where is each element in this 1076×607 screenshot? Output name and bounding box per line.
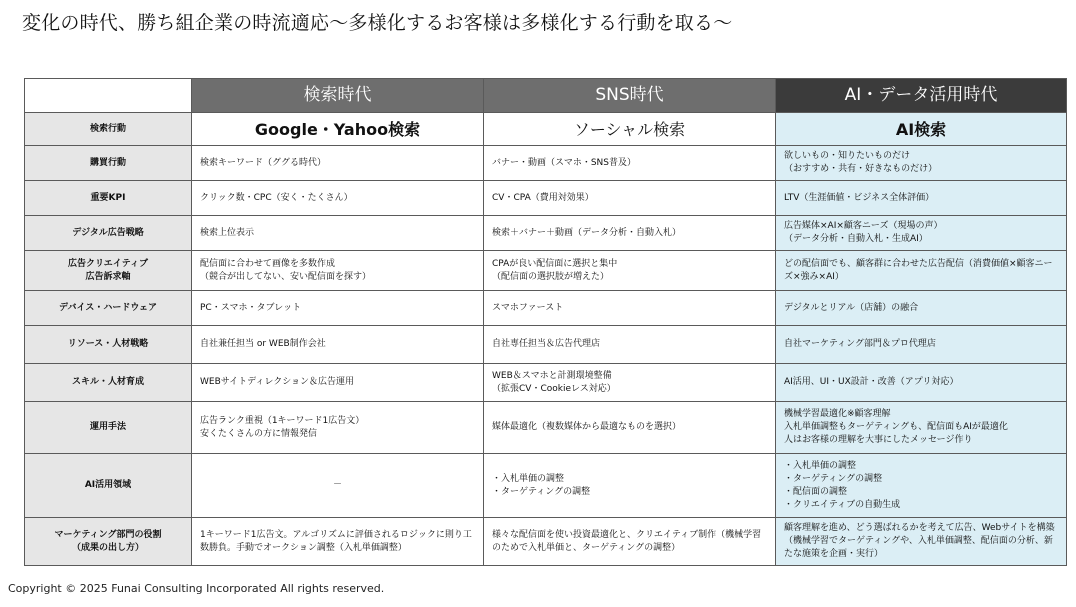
header-row — [25, 79, 1067, 113]
cell-ai-era: AI検索 — [776, 113, 1067, 146]
table-row — [25, 216, 1067, 251]
cell-search-era: 1キーワード1広告文。アルゴリズムに評価されるロジックに則り工数勝負。手動でオークション調整（入札単価調整） — [192, 518, 484, 566]
cell-ai-era: AI活用、UI・UX設計・改善（アプリ対応） — [776, 364, 1067, 402]
page-title: 変化の時代、勝ち組企業の時流適応～多様化するお客様は多様化する行動を取る～ — [22, 12, 733, 34]
cell-sns-era: ソーシャル検索 — [484, 113, 776, 146]
row-label: デバイス・ハードウェア — [25, 291, 192, 326]
cell-sns-era: WEB＆スマホと計測環境整備 （拡張CV・Cookieレス対応） — [484, 364, 776, 402]
cell-ai-era: 顧客理解を進め、どう選ばれるかを考えて広告、Webサイトを構築（機械学習でターゲティングや、入札単価調整、配信面の分析、新たな施策を企画・実行） — [776, 518, 1067, 566]
row-label: 購買行動 — [25, 146, 192, 181]
row-label: 運用手法 — [25, 402, 192, 454]
cell-sns-era: CPAが良い配信面に選択と集中 （配信面の選択肢が増えた） — [484, 251, 776, 291]
table-row — [25, 364, 1067, 402]
table-row — [25, 326, 1067, 364]
col-header-search-era: 検索時代 — [192, 79, 484, 113]
cell-ai-era: LTV（生涯価値・ビジネス全体評価） — [776, 181, 1067, 216]
cell-sns-era: 検索＋バナー＋動画（データ分析・自動入札） — [484, 216, 776, 251]
cell-ai-era: どの配信面でも、顧客群に合わせた広告配信（消費価値×顧客ニーズ×強み×AI） — [776, 251, 1067, 291]
cell-search-era: 広告ランク重視（1キーワード1広告文） 安くたくさんの方に情報発信 — [192, 402, 484, 454]
col-header-sns-era: SNS時代 — [484, 79, 776, 113]
table-row — [25, 291, 1067, 326]
cell-ai-era: 機械学習最適化※顧客理解 入札単価調整もターゲティングも、配信面もAIが最適化 人はお客様の理解を大事にしたメッセージ作り — [776, 402, 1067, 454]
row-label: 検索行動 — [25, 113, 192, 146]
table-row — [25, 454, 1067, 518]
cell-search-era: 検索キーワード（ググる時代） — [192, 146, 484, 181]
table-row — [25, 181, 1067, 216]
table-row — [25, 251, 1067, 291]
cell-search-era: Google・Yahoo検索 — [192, 113, 484, 146]
cell-search-era: PC・スマホ・タブレット — [192, 291, 484, 326]
table-row — [25, 113, 1067, 146]
cell-search-era: クリック数・CPC（安く・たくさん） — [192, 181, 484, 216]
row-label: AI活用領域 — [25, 454, 192, 518]
col-header-ai-era: AI・データ活用時代 — [776, 79, 1067, 113]
cell-search-era: 検索上位表示 — [192, 216, 484, 251]
cell-ai-era: デジタルとリアル（店舗）の融合 — [776, 291, 1067, 326]
cell-ai-era: 広告媒体×AI×顧客ニーズ（現場の声） （データ分析・自動入札・生成AI） — [776, 216, 1067, 251]
cell-search-era: WEBサイトディレクション＆広告運用 — [192, 364, 484, 402]
table-row — [25, 518, 1067, 566]
cell-sns-era: 自社専任担当＆広告代理店 — [484, 326, 776, 364]
comparison-table — [24, 78, 1067, 566]
row-label: デジタル広告戦略 — [25, 216, 192, 251]
cell-sns-era: ・入札単価の調整 ・ターゲティングの調整 — [484, 454, 776, 518]
cell-sns-era: 様々な配信面を使い投資最適化と、クリエイティブ制作（機械学習のためで入札単価と、ターゲティングの調整） — [484, 518, 776, 566]
cell-ai-era: ・入札単価の調整 ・ターゲティングの調整 ・配信面の調整 ・クリエイティブの自動生成 — [776, 454, 1067, 518]
cell-sns-era: バナー・動画（スマホ・SNS普及） — [484, 146, 776, 181]
table-row — [25, 402, 1067, 454]
row-label: 広告クリエイティブ 広告訴求軸 — [25, 251, 192, 291]
row-label: リソース・人材戦略 — [25, 326, 192, 364]
corner-cell — [25, 79, 192, 113]
cell-search-era: 自社兼任担当 or WEB制作会社 — [192, 326, 484, 364]
copyright-notice: Copyright © 2025 Funai Consulting Incorporated All rights reserved. — [8, 582, 385, 595]
row-label: スキル・人材育成 — [25, 364, 192, 402]
cell-ai-era: 自社マーケティング部門＆プロ代理店 — [776, 326, 1067, 364]
row-label: マーケティング部門の役割 （成果の出し方） — [25, 518, 192, 566]
cell-sns-era: CV・CPA（費用対効果） — [484, 181, 776, 216]
cell-search-era: － — [192, 454, 484, 518]
table-row — [25, 146, 1067, 181]
row-label: 重要KPI — [25, 181, 192, 216]
cell-sns-era: スマホファースト — [484, 291, 776, 326]
cell-search-era: 配信面に合わせて画像を多数作成 （競合が出してない、安い配信面を探す） — [192, 251, 484, 291]
cell-ai-era: 欲しいもの・知りたいものだけ （おすすめ・共有・好きなものだけ） — [776, 146, 1067, 181]
cell-sns-era: 媒体最適化（複数媒体から最適なものを選択） — [484, 402, 776, 454]
